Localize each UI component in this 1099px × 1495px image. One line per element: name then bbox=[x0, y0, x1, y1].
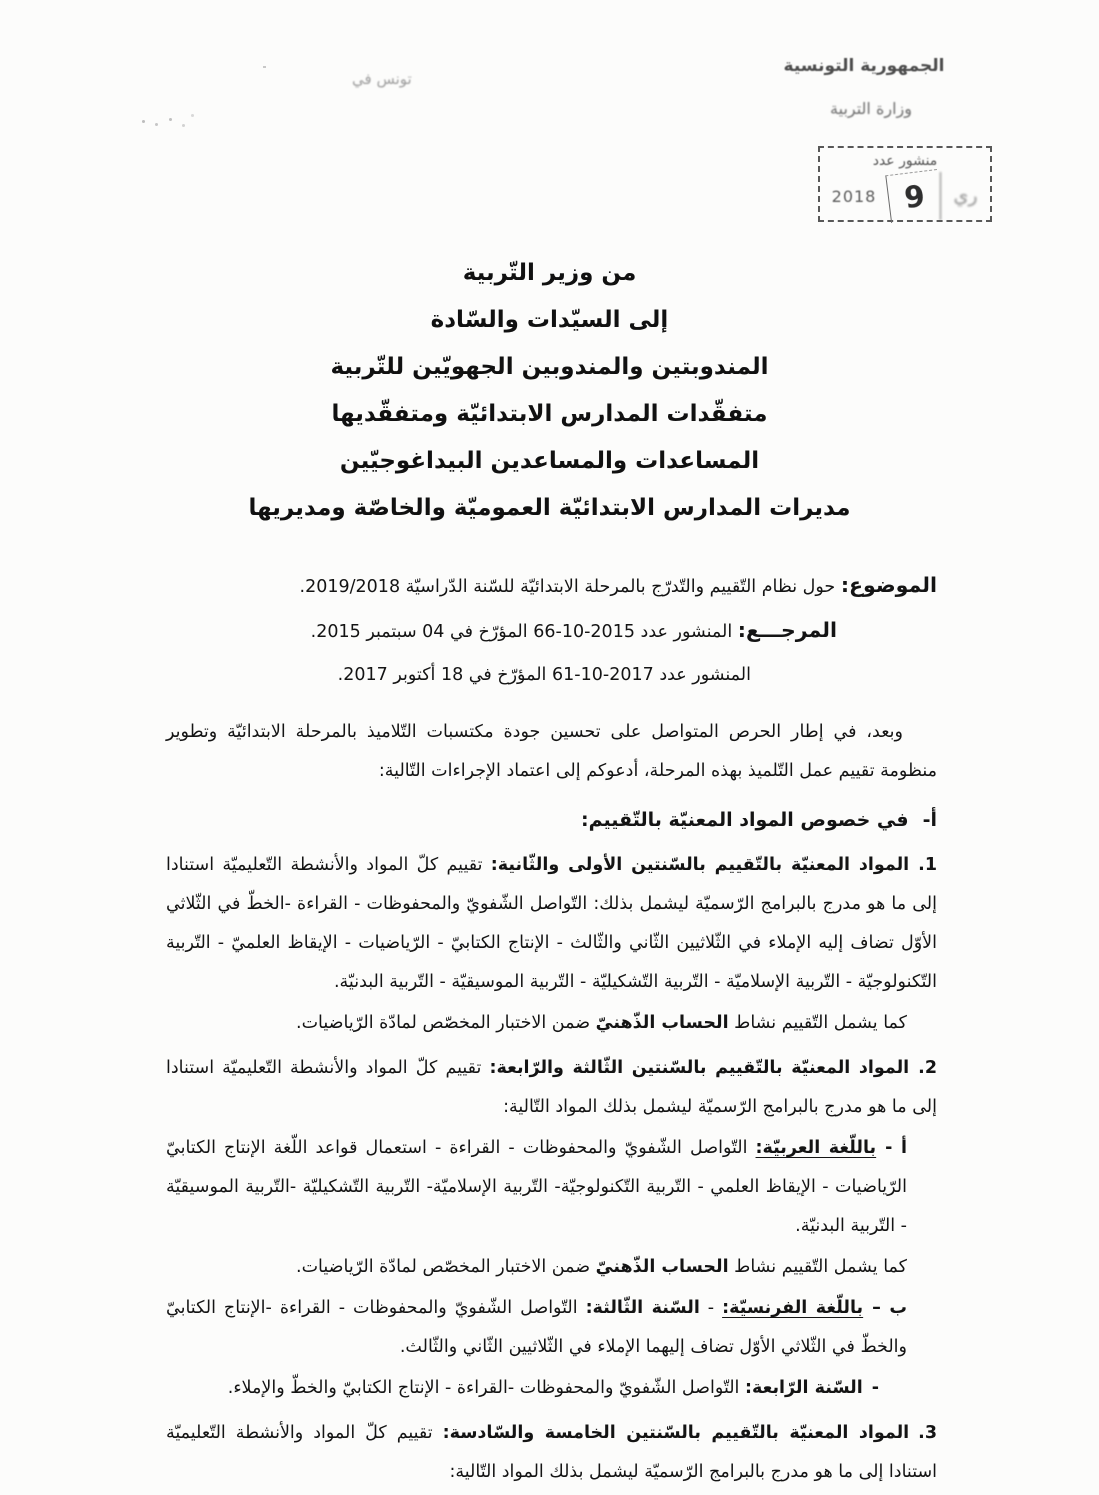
title-line-principals: مديرات المدارس الابتدائيّة العموميّة والخاصّة ومديريها bbox=[248, 495, 851, 521]
stamp-cells bbox=[820, 172, 990, 220]
document-body bbox=[166, 713, 937, 1492]
item-2-lead: المواد المعنيّة بالتّقييم بالسّنتين الثّالثة والرّابعة: bbox=[489, 1058, 910, 1078]
intro-paragraph: وبعد، في إطار الحرص المتواصل على تحسين جودة مكتسبات التّلاميذ بالمرحلة الابتدائيّة وتطوير منظومة تقييم عمل التّلميذ بهذه المرحلة، أدعوكم إلى اعتماد الإجراءات التّالية: bbox=[166, 722, 937, 781]
note-1-bold: الحساب الذّهنيّ bbox=[595, 1013, 729, 1033]
stamp-year: 2018 bbox=[831, 186, 877, 206]
grade4-text: التّواصل الشّفويّ والمحفوظات -القراءة - الإنتاج الكتابيّ والخطّ والإملاء. bbox=[227, 1378, 745, 1398]
note-2-bold: الحساب الذّهنيّ bbox=[595, 1257, 729, 1277]
sub-item-french-text: التّواصل الشّفويّ والمحفوظات - القراءة -الإنتاج الكتابيّ والخطّ في الثّلاثي الأوّل تضاف إليهما الإملاء في الثّلاثيين الثّاني والثّالث. bbox=[166, 1298, 907, 1357]
item-2-text: تقييم كلّ المواد والأنشطة التّعليميّة استنادا إلى ما هو مدرج بالبرامج الرّسميّة ليشمل بذلك المواد التّالية: bbox=[166, 1058, 937, 1117]
sub-item-arabic-marker: أ - bbox=[885, 1138, 907, 1158]
section-a-heading bbox=[166, 801, 937, 840]
item-3 bbox=[166, 1414, 937, 1492]
reference-label: المرجـــع: bbox=[737, 618, 837, 642]
address-block bbox=[0, 0, 1099, 532]
sub-item-arabic bbox=[166, 1129, 907, 1246]
note-2-post: ضمن الاختبار المخصّص لمادّة الرّياضيات. bbox=[296, 1257, 596, 1277]
scan-speck bbox=[263, 66, 266, 68]
stamp-circular-number: 9 bbox=[885, 169, 942, 223]
item-2 bbox=[166, 1049, 937, 1127]
section-a-title: في خصوص المواد المعنيّة بالتّقييم: bbox=[581, 809, 909, 831]
subject-line bbox=[150, 564, 937, 609]
grade4-dash: - bbox=[871, 1378, 879, 1398]
meta-block bbox=[150, 564, 937, 697]
stamp-label: منشور عدد bbox=[872, 153, 938, 169]
stamp-handwritten-mark: ري bbox=[940, 172, 990, 220]
title-line-assistants: المساعدات والمساعدين البيداغوجيّين bbox=[339, 448, 760, 474]
section-a-marker: أ- bbox=[922, 809, 937, 831]
item-3-number: 3. bbox=[918, 1423, 937, 1443]
mental-math-note-2 bbox=[166, 1248, 907, 1287]
title-line-to: إلى السيّدات والسّادة bbox=[430, 307, 669, 333]
title-line-from-minister: من وزير التّربية bbox=[462, 260, 637, 286]
item-3-lead: المواد المعنيّة بالتّقييم بالسّنتين الخامسة والسّادسة: bbox=[442, 1423, 910, 1443]
reference-text-1: المنشور عدد 2015-10-66 المؤرّخ في 04 سبتمبر 2015. bbox=[310, 622, 738, 642]
title-line-delegates: المندوبتين والمندوبين الجهويّين للتّربية bbox=[330, 354, 769, 380]
note-2-pre: كما يشمل التّقييم نشاط bbox=[728, 1257, 907, 1277]
sub-item-french-grade4 bbox=[166, 1369, 879, 1408]
mental-math-note-1 bbox=[166, 1004, 907, 1043]
item-1-lead: المواد المعنيّة بالتّقييم بالسّنتين الأولى والثّانية: bbox=[490, 855, 910, 875]
note-1-pre: كما يشمل التّقييم نشاط bbox=[728, 1013, 907, 1033]
item-1 bbox=[166, 846, 937, 1002]
item-3-text: تقييم كلّ المواد والأنشطة التّعليميّة استنادا إلى ما هو مدرج بالبرامج الرّسميّة ليشمل بذلك المواد التّالية: bbox=[166, 1423, 937, 1482]
sub-item-arabic-text: التّواصل الشّفويّ والمحفوظات - القراءة - استعمال قواعد اللّغة الإنتاج الكتابيّ الرّياضيات - الإيقاظ العلمي - التّربية التّكنولوجيّة- التّربية الإسلاميّة- التّربية التّشكيليّة -التّربية الموسيقيّة - التّربية البدنيّة. bbox=[166, 1138, 907, 1236]
item-1-number: 1. bbox=[918, 855, 937, 875]
sub-item-french bbox=[166, 1289, 907, 1367]
sub-item-french-grade3: السّنة الثّالثة: bbox=[585, 1298, 700, 1318]
circular-number-stamp bbox=[818, 146, 992, 222]
republic-header-line: الجمهورية التونسية bbox=[783, 56, 945, 76]
sub-item-french-lead: باللّغة الفرنسيّة: bbox=[722, 1298, 864, 1318]
scan-smudge bbox=[142, 120, 145, 123]
note-1-post: ضمن الاختبار المخصّص لمادّة الرّياضيات. bbox=[296, 1013, 596, 1033]
ministry-header-line: وزارة التربية bbox=[830, 99, 912, 118]
sub-item-french-dash: - bbox=[707, 1298, 723, 1318]
reference-line-2: المنشور عدد 2017-10-61 المؤرّخ في 18 أكتوبر 2017. bbox=[337, 665, 751, 685]
sub-item-arabic-lead: باللّغة العربيّة: bbox=[755, 1138, 877, 1158]
grade4-lead: السّنة الرّابعة: bbox=[744, 1378, 863, 1398]
subject-text: حول نظام التّقييم والتّدرّج بالمرحلة الابتدائيّة للسّنة الدّراسيّة 2019/2018. bbox=[299, 577, 841, 597]
title-line-inspectors: متفقّدات المدارس الابتدائيّة ومتفقّديها bbox=[331, 401, 768, 427]
subject-label: الموضوع: bbox=[840, 573, 937, 597]
place-date-line: تونس في bbox=[352, 70, 412, 88]
reference-line-1 bbox=[150, 609, 837, 654]
item-1-text: تقييم كلّ المواد والأنشطة التّعليميّة استنادا إلى ما هو مدرج بالبرامج الرّسميّة ليشمل بذلك: التّواصل الشّفويّ والمحفوظات - القراءة -الخطّ في الثّلاثي الأوّل تضاف إليه الإملاء في الثّلاثيين الثّاني والثّالث - الإنتاج الكتابيّ - الرّياضيات - الإيقاظ العلميّ - التّربية التّكنولوجيّة - التّربية الإسلاميّة - التّربية التّشكيليّة - التّربية الموسيقيّة - التّربية البدنيّة. bbox=[166, 855, 937, 992]
sub-item-french-marker: ب – bbox=[872, 1298, 907, 1318]
item-2-number: 2. bbox=[918, 1058, 937, 1078]
